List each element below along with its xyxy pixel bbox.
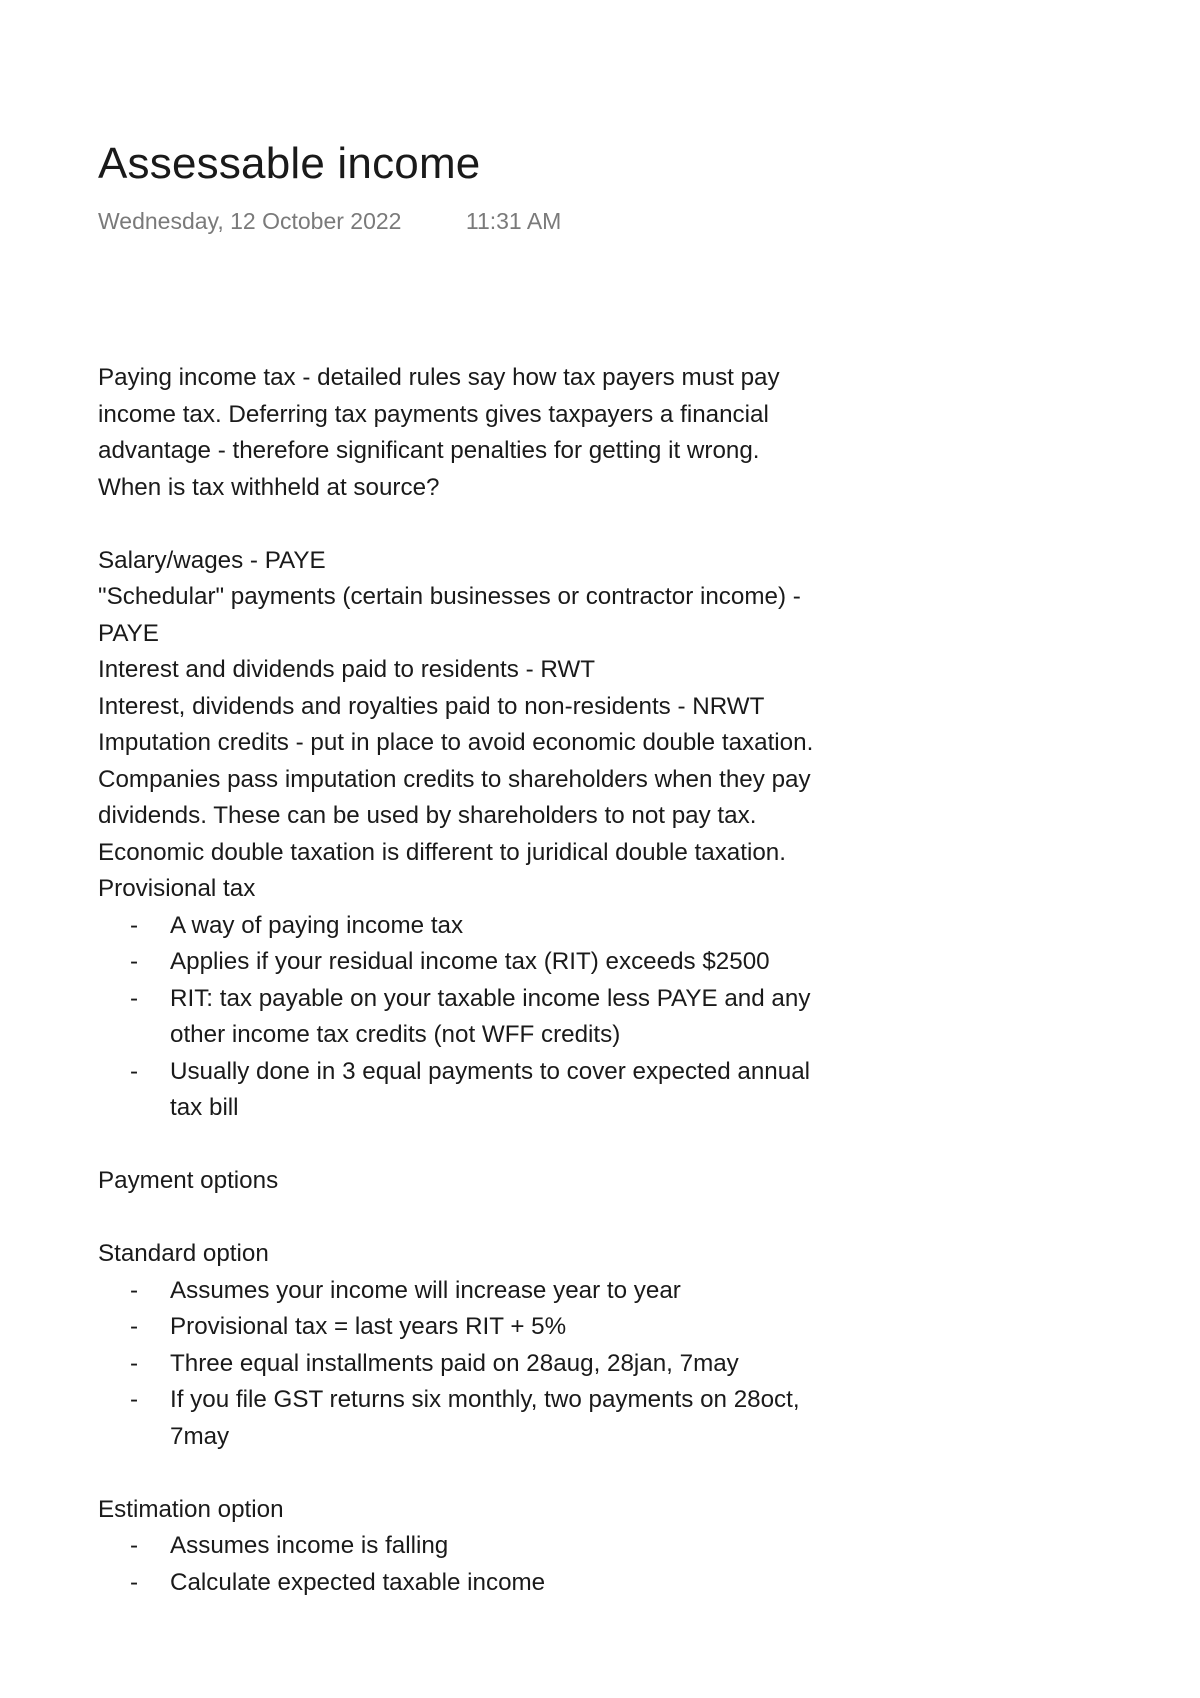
bullet-dash: - (130, 948, 139, 975)
list-item-text: Applies if your residual income tax (RIT) exceeds $2500 (170, 948, 770, 975)
withholding-section (98, 543, 938, 908)
list-item (98, 1528, 938, 1565)
provisional-tax-list (98, 908, 938, 1127)
list-item-text: RIT: tax payable on your taxable income less PAYE and any (170, 984, 811, 1012)
blank-line (98, 506, 938, 543)
text-line: dividends. These can be used by shareholders to not pay tax. (98, 802, 757, 829)
list-item-text: A way of paying income tax (170, 911, 464, 939)
intro-paragraph (98, 360, 938, 506)
list-item (98, 981, 938, 1054)
list-item (98, 1346, 938, 1383)
standard-option-heading: Standard option (98, 1240, 269, 1267)
list-item-text: tax bill (170, 1094, 239, 1121)
text-line: Paying income tax - detailed rules say how tax payers must pay (98, 364, 780, 391)
note-body (98, 360, 938, 1601)
bullet-dash: - (130, 1568, 139, 1596)
estimation-option-heading: Estimation option (98, 1495, 284, 1523)
bullet-dash: - (130, 1057, 139, 1085)
note-date: Wednesday, 12 October 2022 (98, 208, 402, 234)
list-item (98, 1054, 938, 1127)
list-item-text: Calculate expected taxable income (170, 1568, 546, 1596)
list-item (98, 944, 938, 981)
list-item (98, 1565, 938, 1602)
text-line: "Schedular" payments (certain businesses or contractor income) - (98, 583, 801, 610)
payment-options-heading: Payment options (98, 1167, 279, 1194)
list-item-text: Assumes income is falling (170, 1532, 449, 1559)
text-line: Interest, dividends and royalties paid to non-residents - NRWT (98, 692, 765, 720)
list-item (98, 1382, 938, 1455)
bullet-dash: - (130, 1386, 139, 1413)
provisional-tax-heading: Provisional tax (98, 875, 256, 902)
list-item-text: other income tax credits (not WFF credits) (170, 1021, 621, 1048)
estimation-option-list (98, 1528, 938, 1601)
text-line: Interest and dividends paid to residents - RWT (98, 656, 595, 683)
list-item-text: Provisional tax = last years RIT + 5% (170, 1313, 567, 1340)
text-line: Imputation credits - put in place to avoid economic double taxation. (98, 729, 814, 756)
bullet-dash: - (130, 1349, 139, 1377)
list-item-text: 7may (170, 1422, 230, 1450)
standard-option-list (98, 1273, 938, 1456)
bullet-dash: - (130, 984, 139, 1012)
list-item (98, 908, 938, 945)
text-line: PAYE (98, 619, 159, 647)
text-line: Companies pass imputation credits to shareholders when they pay (98, 765, 811, 793)
bullet-dash: - (130, 911, 139, 939)
blank-line (98, 1455, 938, 1492)
list-item-text: If you file GST returns six monthly, two payments on 28oct, (170, 1386, 800, 1413)
list-item-text: Usually done in 3 equal payments to cover expected annual (170, 1057, 811, 1085)
note-time: 11:31 AM (465, 208, 562, 234)
text-line: Salary/wages - PAYE (98, 546, 326, 574)
text-line: advantage - therefore significant penalties for getting it wrong. (98, 437, 760, 464)
text-line: Economic double taxation is different to juridical double taxation. (98, 838, 786, 866)
bullet-dash: - (130, 1532, 139, 1559)
note-timestamp (98, 206, 561, 236)
blank-line (98, 1127, 938, 1164)
bullet-dash: - (130, 1313, 139, 1340)
blank-line (98, 1200, 938, 1237)
list-item-text: Assumes your income will increase year to year (170, 1276, 681, 1304)
note-title: Assessable income (98, 139, 481, 188)
text-line: When is tax withheld at source? (98, 473, 440, 501)
list-item-text: Three equal installments paid on 28aug, 28jan, 7may (170, 1349, 739, 1377)
list-item (98, 1273, 938, 1310)
text-line: income tax. Deferring tax payments gives taxpayers a financial (98, 400, 769, 428)
bullet-dash: - (130, 1276, 139, 1304)
list-item (98, 1309, 938, 1346)
